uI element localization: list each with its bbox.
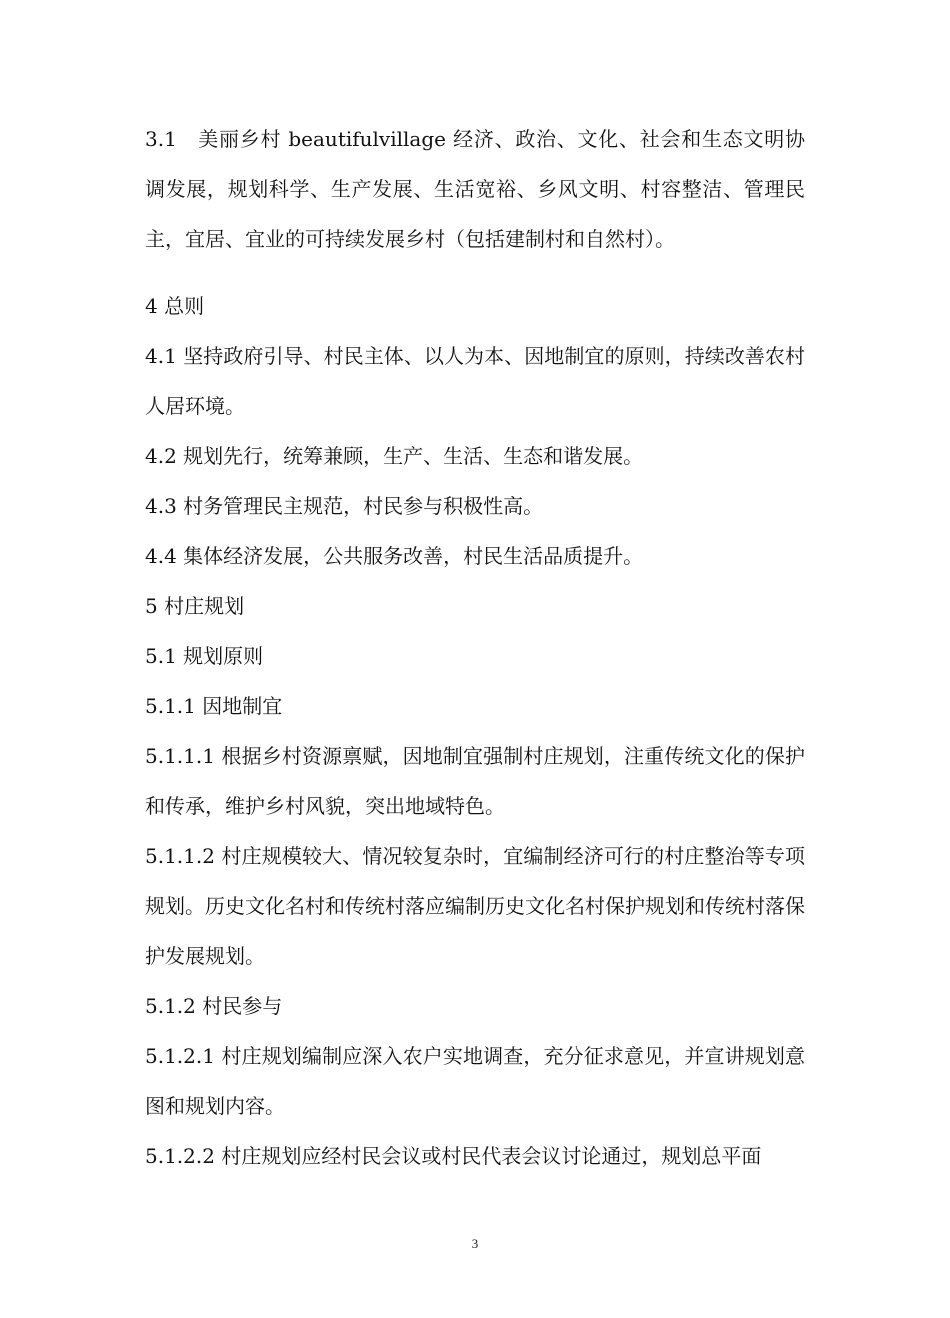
paragraph-4-4: 4.4 集体经济发展，公共服务改善，村民生活品质提升。	[145, 544, 644, 568]
paragraph-4-3: 4.3 村务管理民主规范，村民参与积极性高。	[145, 494, 544, 518]
page-number: 3	[471, 1236, 479, 1251]
paragraph-5-1-2-2: 5.1.2.2 村庄规划应经村民会议或村民代表会议讨论通过，规划总平面	[145, 1144, 762, 1168]
subsection-heading-5-1-1: 5.1.1 因地制宜	[145, 694, 283, 718]
subsection-heading-5-1: 5.1 规划原则	[145, 644, 264, 668]
subsection-heading-5-1-2: 5.1.2 村民参与	[145, 994, 283, 1018]
paragraph-4-2: 4.2 规划先行，统筹兼顾，生产、生活、生态和谐发展。	[145, 444, 644, 468]
section-gap	[145, 264, 805, 281]
paragraph-4-1: 4.1 坚持政府引导、村民主体、以人为本、因地制宜的原则，持续改善农村人居环境。	[145, 344, 805, 418]
paragraph-5-1-1-2: 5.1.1.2 村庄规模较大、情况较复杂时，宜编制经济可行的村庄整治等专项规划。历史文化名村和传统村落应编制历史文化名村保护规划和传统村落保护发展规划。	[145, 844, 805, 968]
paragraph-5-1-1-1: 5.1.1.1 根据乡村资源禀赋，因地制宜强制村庄规划，注重传统文化的保护和传承，维护乡村风貌，突出地域特色。	[145, 744, 805, 818]
section-heading-5: 5 村庄规划	[145, 594, 245, 618]
paragraph-3-1: 3.1 美丽乡村 beautifulvillage 经济、政治、文化、社会和生态文明协调发展，规划科学、生产发展、生活宽裕、乡风文明、村容整洁、管理民主，宜居、宜业的可持续发展乡村（包括建制村和自然村）。	[145, 127, 805, 251]
document-body	[145, 114, 805, 1181]
section-heading-4: 4 总则	[145, 294, 205, 318]
paragraph-5-1-2-1: 5.1.2.1 村庄规划编制应深入农户实地调查，充分征求意见，并宣讲规划意图和规划内容。	[145, 1044, 805, 1118]
